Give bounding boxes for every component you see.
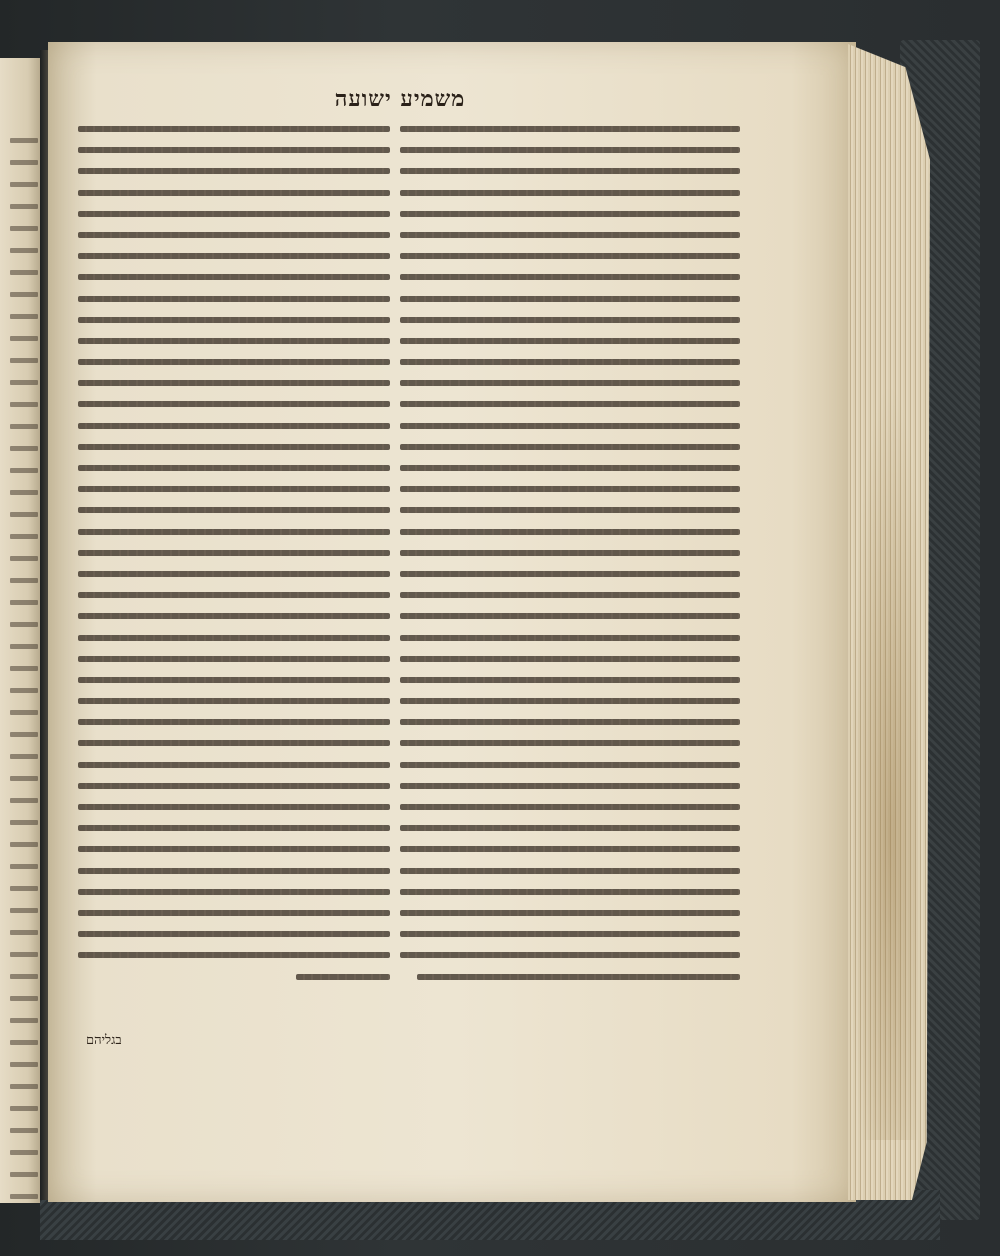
text-line [78, 698, 390, 704]
catchword: בגליהם [86, 1033, 122, 1048]
text-line [78, 868, 390, 874]
text-line [78, 401, 390, 407]
text-line [400, 635, 740, 641]
facing-text-line [10, 424, 38, 429]
facing-text-line [10, 534, 38, 539]
text-line [78, 677, 390, 683]
facing-text-line [10, 1018, 38, 1023]
text-line [78, 931, 390, 937]
facing-text-line [10, 622, 38, 627]
text-line [400, 274, 740, 280]
facing-text-line [10, 248, 38, 253]
text-line [78, 889, 390, 895]
text-line [78, 147, 390, 153]
facing-text-line [10, 1062, 38, 1067]
text-line [400, 423, 740, 429]
text-line [417, 974, 740, 980]
text-line [78, 444, 390, 450]
facing-text-line [10, 270, 38, 275]
facing-text-line [10, 798, 38, 803]
facing-text-line [10, 710, 38, 715]
text-line [78, 762, 390, 768]
facing-text-line [10, 1194, 38, 1199]
text-line [400, 359, 740, 365]
facing-text-line [10, 1150, 38, 1155]
page-edges [848, 44, 930, 1200]
text-line [400, 338, 740, 344]
text-line [400, 380, 740, 386]
text-line [400, 168, 740, 174]
facing-text-line [10, 820, 38, 825]
text-line [400, 719, 740, 725]
right-column [400, 126, 740, 1046]
facing-text-line [10, 446, 38, 451]
facing-text-line [10, 908, 38, 913]
facing-text-line [10, 556, 38, 561]
text-line [400, 529, 740, 535]
text-line [400, 825, 740, 831]
facing-text-line [10, 314, 38, 319]
text-line [78, 423, 390, 429]
facing-text-line [10, 1172, 38, 1177]
text-line [400, 783, 740, 789]
text-line [400, 592, 740, 598]
text-line [400, 126, 740, 132]
facing-text-line [10, 512, 38, 517]
text-line [78, 635, 390, 641]
text-line [78, 846, 390, 852]
facing-text-line [10, 402, 38, 407]
text-line [78, 296, 390, 302]
text-line [78, 486, 390, 492]
facing-text-line [10, 380, 38, 385]
facing-text-line [10, 226, 38, 231]
facing-text-line [10, 886, 38, 891]
text-line [400, 550, 740, 556]
text-line [296, 974, 390, 980]
text-line [400, 613, 740, 619]
text-line [400, 931, 740, 937]
text-line [400, 571, 740, 577]
facing-text-line [10, 864, 38, 869]
text-line [400, 296, 740, 302]
facing-text-line [10, 600, 38, 605]
text-line [78, 168, 390, 174]
text-line [400, 740, 740, 746]
text-line [400, 698, 740, 704]
text-line [78, 783, 390, 789]
text-line [400, 401, 740, 407]
text-line [78, 592, 390, 598]
text-line [78, 211, 390, 217]
facing-text-line [10, 578, 38, 583]
facing-text-line [10, 160, 38, 165]
left-column [78, 126, 390, 1046]
text-line [78, 253, 390, 259]
text-line [400, 868, 740, 874]
text-line [400, 253, 740, 259]
text-line [400, 889, 740, 895]
facing-text-line [10, 754, 38, 759]
facing-text-line [10, 952, 38, 957]
text-line [78, 656, 390, 662]
text-line [78, 550, 390, 556]
text-line [400, 211, 740, 217]
text-line [400, 486, 740, 492]
facing-text-line [10, 996, 38, 1001]
facing-text-line [10, 336, 38, 341]
text-line [78, 338, 390, 344]
text-line [78, 190, 390, 196]
text-line [400, 232, 740, 238]
text-line [78, 359, 390, 365]
facing-page-edge [0, 58, 40, 1203]
facing-text-line [10, 138, 38, 143]
text-line [400, 507, 740, 513]
facing-text-line [10, 204, 38, 209]
text-line [78, 380, 390, 386]
text-line [400, 190, 740, 196]
running-head: משמיע ישועה [334, 86, 466, 112]
facing-text-line [10, 358, 38, 363]
text-line [78, 571, 390, 577]
facing-text-line [10, 468, 38, 473]
facing-text-line [10, 776, 38, 781]
text-line [78, 126, 390, 132]
text-line [78, 804, 390, 810]
facing-text-line [10, 182, 38, 187]
facing-text-line [10, 974, 38, 979]
text-line [400, 762, 740, 768]
facing-text-line [10, 292, 38, 297]
text-line [400, 465, 740, 471]
text-line [78, 465, 390, 471]
text-line [400, 677, 740, 683]
facing-text-line [10, 1084, 38, 1089]
text-line [78, 274, 390, 280]
facing-text-line [10, 490, 38, 495]
text-line [400, 444, 740, 450]
text-line [78, 613, 390, 619]
text-line [78, 232, 390, 238]
text-line [400, 910, 740, 916]
facing-text-line [10, 732, 38, 737]
text-line [400, 656, 740, 662]
facing-text-line [10, 688, 38, 693]
facing-text-line [10, 930, 38, 935]
facing-text-line [10, 644, 38, 649]
text-line [400, 147, 740, 153]
text-line [78, 317, 390, 323]
text-line [78, 740, 390, 746]
text-line [78, 952, 390, 958]
facing-text-line [10, 666, 38, 671]
text-line [78, 719, 390, 725]
facing-text-line [10, 842, 38, 847]
facing-text-line [10, 1106, 38, 1111]
text-line [400, 846, 740, 852]
text-line [400, 317, 740, 323]
text-line [400, 804, 740, 810]
facing-text-line [10, 1040, 38, 1045]
facing-text-line [10, 1128, 38, 1133]
text-line [78, 825, 390, 831]
text-line [400, 952, 740, 958]
text-line [78, 910, 390, 916]
text-line [78, 529, 390, 535]
text-line [78, 507, 390, 513]
